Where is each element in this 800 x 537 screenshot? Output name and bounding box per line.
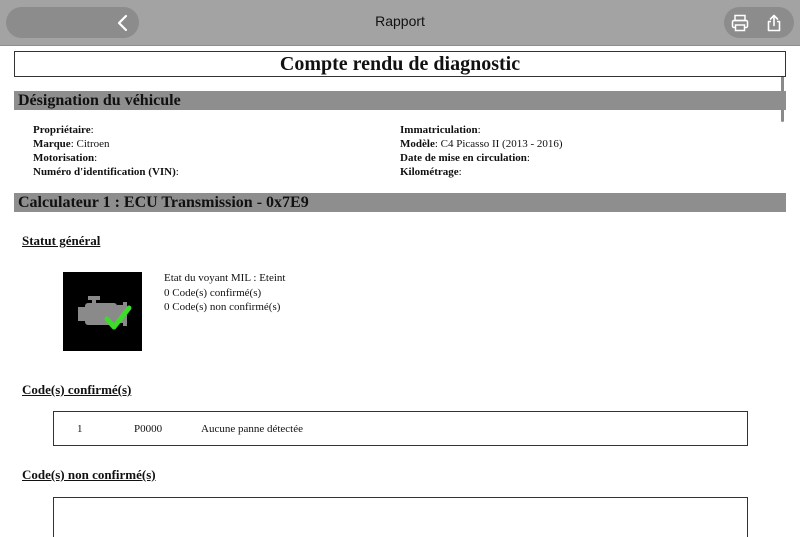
model-field: Modèle: C4 Picasso II (2013 - 2016) <box>400 138 563 150</box>
vehicle-section-heading: Désignation du véhicule <box>14 91 786 110</box>
engine-field: Motorisation: <box>33 152 98 164</box>
report-document[interactable] <box>0 46 800 525</box>
registration-field: Immatriculation: <box>400 124 481 136</box>
general-status-heading: Statut général <box>22 233 101 248</box>
code-value: P0000 <box>134 423 163 435</box>
unconfirmed-codes-heading: Code(s) non confirmé(s) <box>22 467 156 482</box>
unconfirmed-count-text: 0 Code(s) non confirmé(s) <box>164 301 281 313</box>
report-title: Compte rendu de diagnostic <box>14 51 786 77</box>
brand-field: Marque: Citroen <box>33 138 110 150</box>
unconfirmed-codes-table <box>53 497 748 537</box>
mileage-field: Kilométrage: <box>400 166 462 178</box>
actions-group <box>724 7 794 38</box>
code-index: 1 <box>77 423 83 435</box>
share-icon[interactable] <box>764 13 784 33</box>
confirmed-count-text: 0 Code(s) confirmé(s) <box>164 287 262 299</box>
ecu-section-heading: Calculateur 1 : ECU Transmission - 0x7E9 <box>14 193 786 212</box>
engine-check-icon <box>63 272 142 351</box>
first-registration-date-field: Date de mise en circulation: <box>400 152 530 164</box>
code-description: Aucune panne détectée <box>201 423 303 435</box>
printer-icon[interactable] <box>730 13 750 33</box>
owner-field: Propriétaire: <box>33 124 94 136</box>
mil-status-text: Etat du voyant MIL : Eteint <box>164 272 286 284</box>
window-title: Rapport <box>375 13 425 29</box>
confirmed-codes-table <box>53 411 748 446</box>
vin-field: Numéro d'identification (VIN): <box>33 166 179 178</box>
navigation-bar <box>0 0 800 46</box>
confirmed-codes-heading: Code(s) confirmé(s) <box>22 382 132 397</box>
